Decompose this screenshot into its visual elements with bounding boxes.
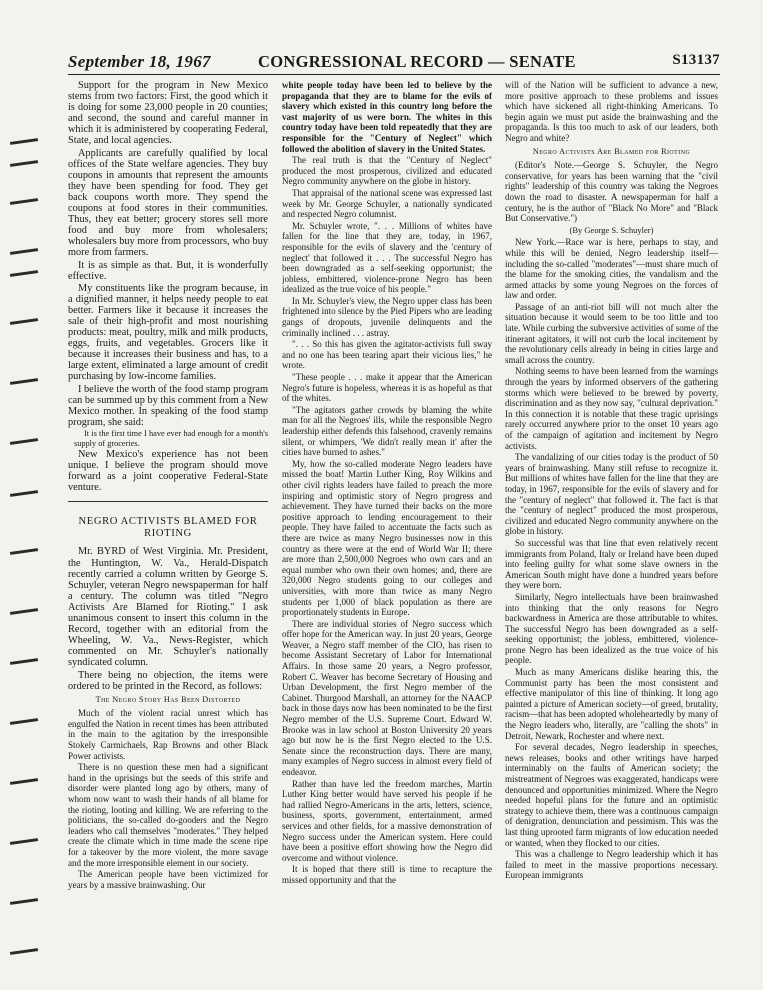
paragraph: ". . . So this has given the agitator-activists full sway and no one has been tearing apart their vicious lies," he wrote.	[282, 339, 492, 371]
column-1	[68, 80, 268, 980]
paragraph: "These people . . . make it appear that the American Negro's future is hopeless, whereas it is as hopeful as that of the whites.	[282, 372, 492, 404]
margin-binding-marks	[10, 140, 40, 980]
header-title: CONGRESSIONAL RECORD — SENATE	[258, 52, 576, 71]
paragraph: Nothing seems to have been learned from the warnings through the years by informed observers of the gathering storms which were believed to be brewed by poverty, discrimination and as they now say, "cultural deprivation." In this connection it is notable that these tragic uprisings rarely occurred anywhere prior to the onset 10 years ago of the campaign of agitation and incitement by Negro activists.	[505, 366, 718, 451]
header-page-number: S13137	[672, 52, 720, 68]
column-3	[505, 80, 718, 980]
paragraph: "The agitators gather crowds by blaming the white man for all the Negroes' ills, while the responsible Negro leadership either defends this falsehood, cravenly remains silent, or whimpers, 'We didn't really mean it' after the cities have burned to ashes."	[282, 404, 492, 458]
quotation: It is the first time I have ever had enough for a month's supply of groceries.	[74, 428, 268, 448]
paragraph: This was a challenge to Negro leadership which it has failed to meet in the massive proportions necessary. European immigrants	[505, 849, 718, 881]
paragraph: The American people have been victimized for years by a massive brainwashing. Our	[68, 869, 268, 890]
paragraph: Much of the violent racial unrest which has engulfed the Nation in recent times has been attributed in the main to the agitation by the irresponsible Stokely Carmichaels, Rap Browns and other Black Power activists.	[68, 708, 268, 761]
paragraph: Support for the program in New Mexico stems from two factors: First, the good which it is doing for some 23,000 people in 20 counties; and second, the sound and careful manner in which it is administered by cooperating Federal, State, and local agencies.	[68, 80, 268, 147]
article-subhead: Negro Activists Are Blamed for Rioting	[532, 146, 691, 156]
paragraph: New York.—Race war is here, perhaps to stay, and while this will be denied, Negro leadership itself—including the so-called "moderates"—must share much of the blame for the smoking cities, the vandalism and the armed attacks by some young Negroes on the forces of law and order.	[505, 237, 718, 301]
paragraph: In Mr. Schuyler's view, the Negro upper class has been frightened into silence by the Pied Pipers who are leading gangs of dropouts, juvenile delinquents and the criminally inclined . . . astray.	[282, 295, 492, 338]
column-2	[282, 80, 492, 980]
paragraph: I believe the worth of the food stamp program can be summed up by this comment from a New Mexico mother. In speaking of the food stamp program, she said:	[68, 383, 268, 428]
paragraph: That appraisal of the national scene was expressed last week by Mr. George Schuyler, a nationally syndicated and respected Negro columnist.	[282, 187, 492, 220]
header-date: September 18, 1967	[68, 52, 211, 71]
paragraph: Similarly, Negro intellectuals have been brainwashed into thinking that the only reasons for Negro backwardness in America are those attributable to whites. The successful Negro has been downgraded as a self-seeking opportunist; the jobless, embittered, violence-prone Negro has been idealized as the true voice of his people.	[505, 591, 718, 666]
paragraph: Passage of an anti-riot bill will not much alter the situation because it would seem to be too little and too late. While curbing the subversive activities of some of the itinerant agitators, it will not curb the local incitement by the revolutionary cells already in being in cities large and small across the country.	[505, 301, 718, 365]
article-subhead: The Negro Story Has Been Distorted	[95, 694, 241, 704]
section-heading: NEGRO ACTIVISTS BLAMED FOR RIOTING	[78, 516, 258, 540]
paragraph: Mr. BYRD of West Virginia. Mr. President, the Huntington, W. Va., Herald-Dispatch recently carried a column written by George S. Schuyler, veteran Negro newspaperman for half a century. The column was titled "Negro Activists Are Blamed for Rioting." I ask unanimous consent to insert this column in the Record, together with an editorial from the Wheeling, W. Va., News-Register, which commented on Mr. Schuyler's nationally syndicated column.	[68, 546, 268, 669]
paragraph: The vandalizing of our cities today is the product of 50 years of brainwashing. Many still refuse to recognize it. But millions of whites have fallen for the line that they are today, in 1967, responsible for the evils of slavery and for the "century of neglect" that followed it. The fact is that the "century of neglect" produced the most prosperous, civilized and educated Negro community anywhere on the globe in history.	[505, 452, 718, 537]
paragraph: There is no question these men had a significant hand in the uprisings but the seeds of this strife and disorder were planted long ago by others, many of whom now want to wash their hands of all blame for the rioting, looting and killing. We are referring to the politicians, the so-called do-gooders and the Negro leaders who call themselves "moderates." They helped create the climate which in time made the scene ripe for a takeover by the more violent, the more savage and the more irresponsible element in our society.	[68, 762, 268, 868]
paragraph: Applicants are carefully qualified by local offices of the State welfare agencies. They buy coupons in amounts that represent the amounts they have been spending for food. They get back coupons worth more. They spend the coupons at food stores in their communities. Thus, they eat better; grocery stores sell more food and buy more from wholesalers; wholesalers buy more from processors, who buy more from farmers.	[68, 147, 268, 259]
paragraph: white people today have been led to believe by the propaganda that they are to blame for the evils of slavery which existed in this country long before the vast majority of us were born. The whites in this country today have been told repeatedly that they are responsible for the "Century of Neglect" which followed the abolition of slavery in the United States.	[282, 80, 492, 154]
paragraph: My constituents like the program because, in a dignified manner, it helps needy people to eat better. Farmers like it because it increases the sale of their high-profit and most nourishing products: meat, poultry, milk and milk products, eggs, fruits, and vegetables. Grocers like it because it increases their business and has, to a large extent, eliminated a large amount of credit purchasing by low-income families.	[68, 282, 268, 383]
editors-note: (Editor's Note.—George S. Schuyler, the Negro conservative, for years has been warning that the "civil rights" leadership of this country was taking the Negroes down the road to disaster. A newspaperman for half a century, he is the author of "Black No More" and "Black But Conservative.")	[505, 160, 718, 224]
paragraph: For several decades, Negro leadership in speeches, news releases, books and other writings have harped interminably on the faults of American society; the mistreatment of Negroes was exaggerated, handicaps were denounced and opportunities minimized. Where the Negro needed hopeful plans for the future and an optimistic strategy to achieve them, there was a continuous campaign of denigration, denunciation and pessimism. This was the last thing uprooted farm migrants of low education needed or wanted, when they flocked to our cities.	[505, 742, 718, 848]
paragraph: There are individual stories of Negro success which offer hope for the American way. In just 20 years, George Weaver, a Negro staff member of the CIO, has risen to become Assistant Secretary of Labor for International Affairs. In those same 20 years, a Negro professor, Robert C. Weaver has become Secretary of Housing and Urban Development, the first Negro member of the Cabinet. Thurgood Marshall, an attorney for the NAACP back in those days now has been nominated to be the first Negro member of the U.S. Supreme Court. Edward W. Brooke was in law school at Boston University 20 years ago but now he is the first Negro elected to the U.S. Senate since the reconstruction days. There are many, many examples of Negro success in almost every field of endeavor.	[282, 618, 492, 777]
paragraph: It is as simple as that. But, it is wonderfully effective.	[68, 259, 268, 282]
paragraph: It is hoped that there still is time to recapture the missed opportunity and that the	[282, 864, 492, 885]
paragraph: Mr. Schuyler wrote, ". . . Millions of whites have fallen for the line that they are, today, in 1967, responsible for the evils of slavery and the 'century of neglect' that followed it . . . The successful Negro has been downgraded as a self-seeking opportunist; the jobless, embittered, violence-prone Negro has been idealized as the true voice of his people."	[282, 220, 492, 295]
paragraph: Much as many Americans dislike hearing this, the Communist party has been the most consistent and effective manipulator of this line of thinking. It long ago painted a picture of American society—of greed, brutality, racism—that has been adopted wholeheartedly by many of the Negro leaders who, literally, are "calling the shots" in Detroit, Newark, Rochester and where next.	[505, 667, 718, 741]
byline: (By George S. Schuyler)	[569, 224, 654, 235]
page-header	[68, 52, 720, 75]
section-rule	[68, 501, 268, 502]
paragraph: The real truth is that the "Century of Neglect" produced the most prosperous, civilized and educated Negro community anywhere on the globe in history.	[282, 155, 492, 187]
paragraph: will of the Nation will be sufficient to advance a new, more positive approach to these problems and issues which have sickened all right-thinking Americans. To begin again we must put aside the brainwashing and the propaganda. Is this too much to ask of our leaders, both Negro and white?	[505, 80, 718, 143]
paragraph: So successful was that line that even relatively recent immigrants from Poland, Italy or Ireland have been duped into feeling guilty for what some slave owners in the American South might have done a hundred years before they were born.	[505, 537, 718, 591]
paragraph: There being no objection, the items were ordered to be printed in the Record, as follows:	[68, 669, 268, 692]
paragraph: My, how the so-called moderate Negro leaders have missed the boat! Martin Luther King, Roy Wilkins and other civil rights leaders have failed to preach the more inspiring and optimistic story of Negro progress and achievement. They have turned their backs on the more positive approach to lending encouragement to their people. They have failed to accentuate the facts such as there are twice as many Negro businesses now in this country as there were at the end of World War II; there are more than 2,500,000 Negroes who own cars and an equal number who own their own homes; and, there are 320,000 Negro students going to our colleges and universities, with more than twice as many Negro students per 1,000 of black population as there are proportionately students in Europe.	[282, 458, 492, 618]
paragraph: New Mexico's experience has not been unique. I believe the program should move forward as a joint cooperative Federal-State venture.	[68, 449, 268, 494]
paragraph: Rather than have led the freedom marches, Martin Luther King better would have served his people if he had rallied Negro-Americans in the arts, letters, science, business, sports, government, entertainment, armed services and other fields, for a massive demonstration of Negro success under the American system. Here could have been a positive effort showing how the Negro did overcome and without violence.	[282, 778, 492, 863]
